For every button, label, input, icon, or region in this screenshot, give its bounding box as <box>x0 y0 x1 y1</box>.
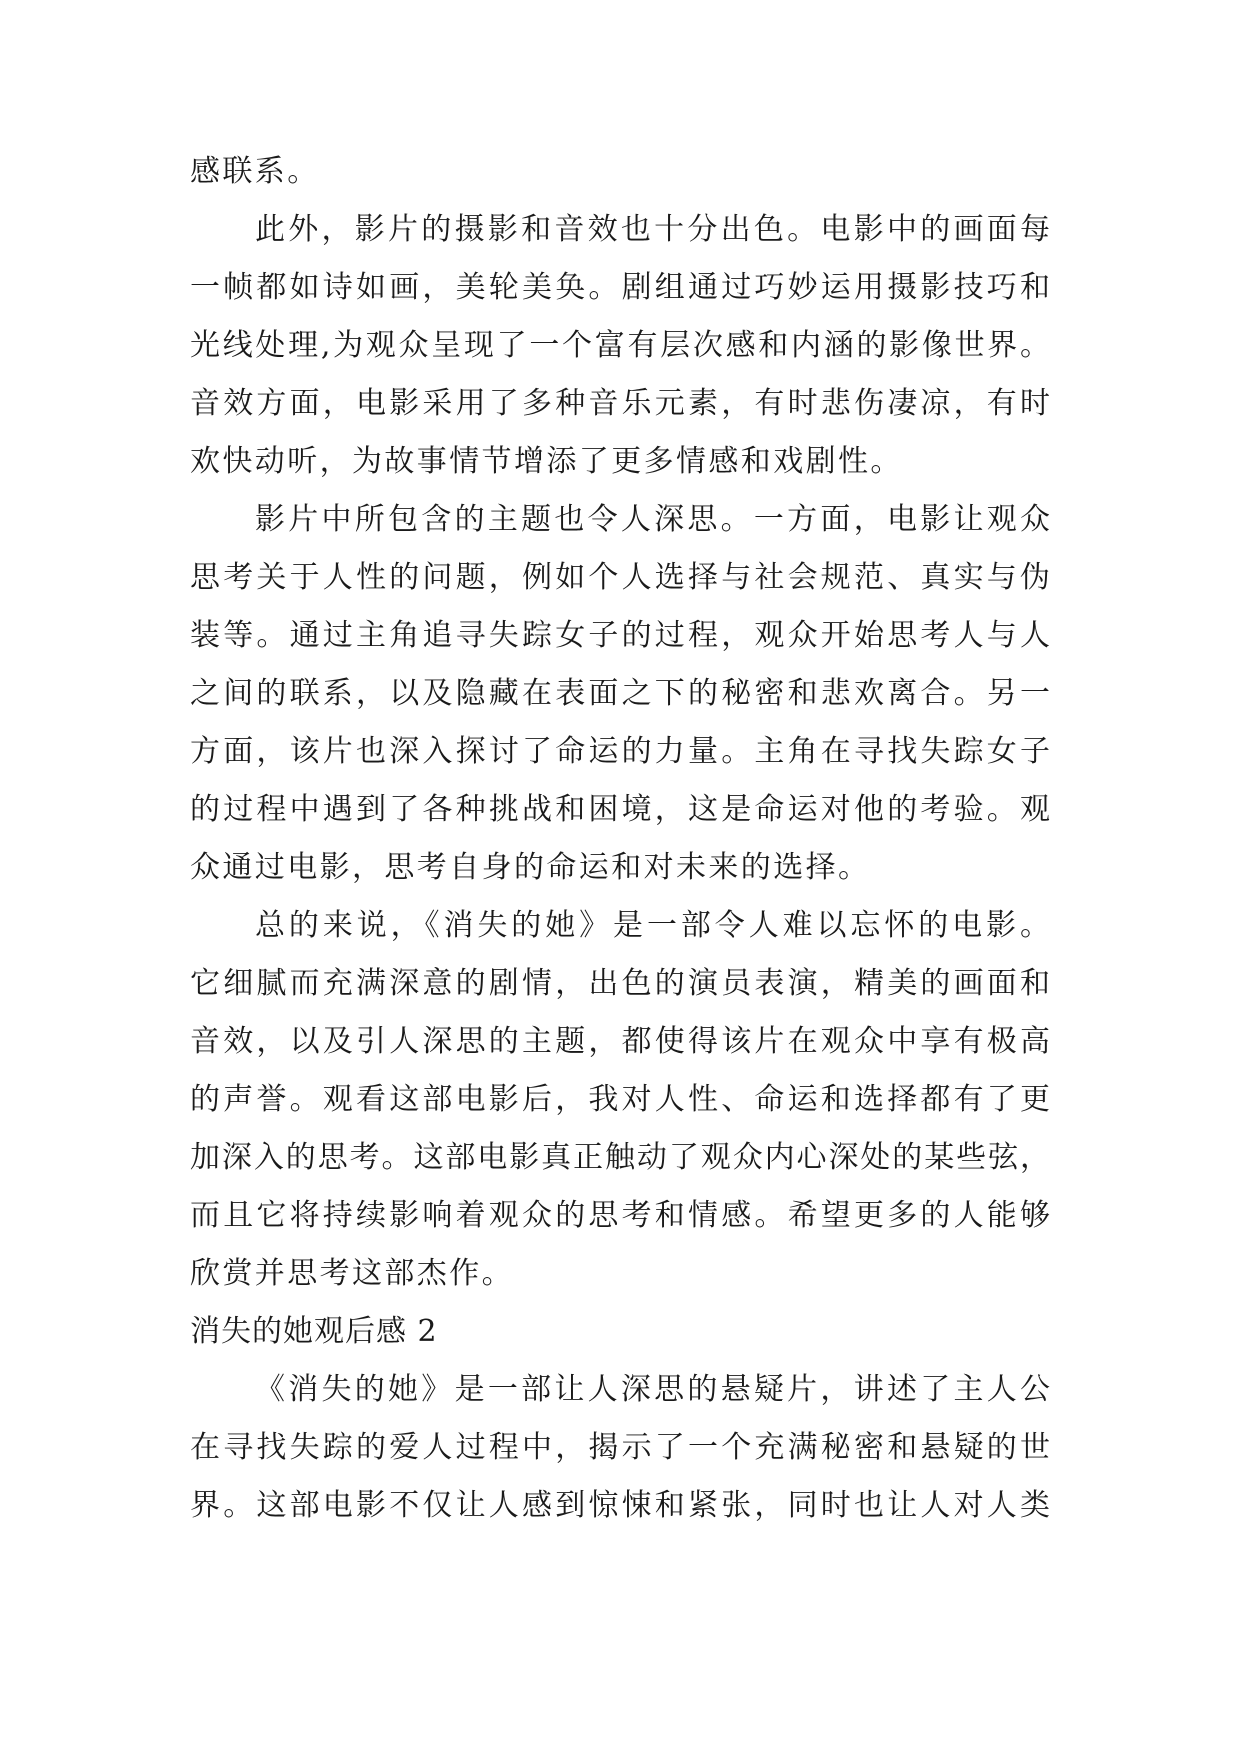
text-line: 感联系。 <box>190 154 320 189</box>
text-line: 的过程中遇到了各种挑战和困境，这是命运对他的考验。观 <box>190 792 1050 827</box>
text-line: 方面，该片也深入探讨了命运的力量。主角在寻找失踪女子 <box>190 734 1050 769</box>
paragraph-start-line: 《消失的她》是一部让人深思的悬疑片，讲述了主人公 <box>255 1372 1050 1407</box>
text-line: 一帧都如诗如画，美轮美奂。剧组通过巧妙运用摄影技巧和 <box>190 270 1050 305</box>
text-line: 欢快动听，为故事情节增添了更多情感和戏剧性。 <box>190 444 903 479</box>
text-line: 装等。通过主角追寻失踪女子的过程，观众开始思考人与人 <box>190 618 1050 653</box>
text-line: 众通过电影，思考自身的命运和对未来的选择。 <box>190 850 871 885</box>
text-line: 它细腻而充满深意的剧情，出色的演员表演，精美的画面和 <box>190 966 1050 1001</box>
text-line: 欣赏并思考这部杰作。 <box>190 1256 514 1291</box>
text-line: 界。这部电影不仅让人感到惊悚和紧张，同时也让人对人类 <box>190 1488 1050 1523</box>
paragraph-start-line: 此外，影片的摄影和音效也十分出色。电影中的画面每 <box>255 212 1050 247</box>
text-line: 的声誉。观看这部电影后，我对人性、命运和选择都有了更 <box>190 1082 1050 1117</box>
paragraph-start-line: 影片中所包含的主题也令人深思。一方面，电影让观众 <box>255 502 1050 537</box>
text-line: 光线处理,为观众呈现了一个富有层次感和内涵的影像世界。 <box>190 328 1050 363</box>
text-line: 音效，以及引人深思的主题，都使得该片在观众中享有极高 <box>190 1024 1050 1059</box>
text-line: 音效方面，电影采用了多种音乐元素，有时悲伤凄凉，有时 <box>190 386 1050 421</box>
paragraph-start-line: 总的来说，《消失的她》是一部令人难以忘怀的电影。 <box>255 908 1050 943</box>
document-page <box>190 148 1050 1668</box>
text-line: 在寻找失踪的爱人过程中，揭示了一个充满秘密和悬疑的世 <box>190 1430 1050 1465</box>
text-line: 思考关于人性的问题，例如个人选择与社会规范、真实与伪 <box>190 560 1050 595</box>
text-line: 之间的联系，以及隐藏在表面之下的秘密和悲欢离合。另一 <box>190 676 1050 711</box>
text-line: 加深入的思考。这部电影真正触动了观众内心深处的某些弦， <box>190 1140 1050 1175</box>
section-heading: 消失的她观后感 2 <box>190 1314 438 1349</box>
text-line: 而且它将持续影响着观众的思考和情感。希望更多的人能够 <box>190 1198 1050 1233</box>
